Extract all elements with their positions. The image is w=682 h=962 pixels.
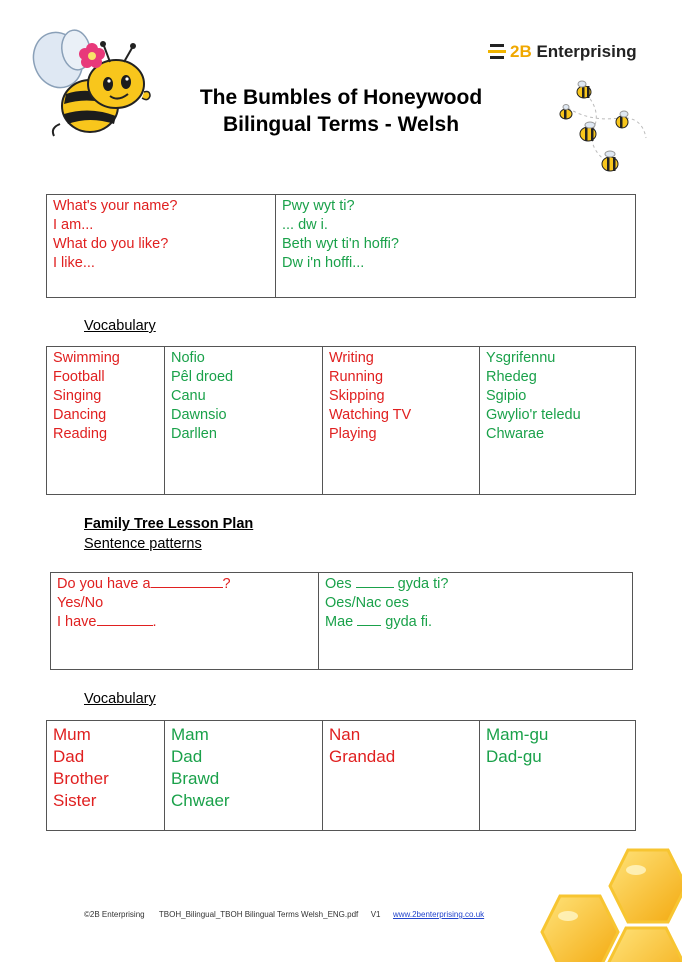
vocab-word: Reading [53,426,108,442]
vocab-word: Dad [53,747,85,766]
intro-welsh-cell [275,195,635,297]
vocab-word: Football [53,369,105,385]
title-line-1: The Bumbles of Honeywood [199,86,483,109]
answer-blank[interactable] [356,575,394,588]
pattern-line: Oes/Nac oes [325,595,409,611]
footer-filename: TBOH_Bilingual_TBOH Bilingual Terms Welsh_ENG.pdf [158,910,359,919]
patterns-english-cell [51,573,318,669]
vocab-word: Dad [171,747,203,766]
vocab-welsh-column [164,347,322,494]
bee-mascot-image [28,28,158,140]
vocab-word: Pêl droed [171,369,234,385]
vocab-word: Skipping [329,388,385,404]
intro-english-cell [47,195,275,297]
answer-blank[interactable] [151,575,223,588]
vocab-word: Mam [171,725,209,744]
vocab-word: Canu [171,388,206,404]
footer-website-link[interactable]: www.2benterprising.co.uk [392,910,485,919]
vocabulary-table-family [46,720,636,831]
vocab-welsh-column [479,721,635,830]
vocab-word: Mum [53,725,91,744]
vocab-word: Ysgrifennu [486,350,556,366]
bee-stripes-icon [488,42,510,62]
intro-welsh-line: Beth wyt ti'n hoffi? [282,236,399,252]
title-line-2: Bilingual Terms - Welsh [222,113,460,136]
vocab-word: Playing [329,426,377,442]
vocabulary-heading: Vocabulary [84,691,156,707]
vocab-word: Swimming [53,350,120,366]
pattern-line: Oes gyda ti? [325,576,449,592]
answer-blank[interactable] [97,613,153,626]
intro-english-line: What do you like? [53,236,169,252]
vocab-word: Darllen [171,426,217,442]
vocab-word: Writing [329,350,374,366]
answer-blank[interactable] [357,613,381,626]
vocab-word: Gwylio'r teledu [486,407,581,423]
vocab-word: Watching TV [329,407,412,423]
pattern-line: Mae gyda fi. [325,614,433,630]
vocab-english-column [47,347,164,494]
vocab-word: Sgipio [486,388,527,404]
vocab-word: Brother [53,769,109,788]
vocab-word: Sister [53,791,97,810]
vocab-word: Rhedeg [486,369,537,385]
footer-version: V1 [370,910,381,919]
intro-english-line: I am... [53,217,94,233]
vocab-welsh-column [164,721,322,830]
intro-welsh-line: ... dw i. [282,217,328,233]
honeycomb-image [508,846,682,962]
sentence-patterns-table [50,572,633,670]
vocab-word: Dancing [53,407,107,423]
vocab-word: Dad-gu [486,747,542,766]
vocabulary-heading: Vocabulary [84,318,156,334]
lesson-plan-heading: Family Tree Lesson Plan [84,516,254,532]
patterns-welsh-cell [318,573,632,669]
pattern-line: I have . [57,614,157,630]
vocab-welsh-column [479,347,635,494]
intro-welsh-line: Dw i'n hoffi... [282,255,365,271]
vocab-word: Singing [53,388,102,404]
vocab-word: Nan [329,725,361,744]
intro-english-line: What's your name? [53,198,178,214]
pattern-line: Yes/No [57,595,104,611]
vocab-english-column [322,347,479,494]
flying-bees-image [550,78,660,182]
vocab-word: Grandad [329,747,396,766]
vocab-word: Brawd [171,769,220,788]
intro-english-line: I like... [53,255,95,271]
vocab-word: Dawnsio [171,407,227,423]
sentence-patterns-heading: Sentence patterns [84,536,202,552]
brand-name: Enterprising [531,42,637,61]
vocab-word: Nofio [171,350,205,366]
vocabulary-table-activities [46,346,636,495]
vocab-word: Chwaer [171,791,230,810]
page-title [150,84,532,138]
brand-logo [488,41,637,63]
vocab-english-column [47,721,164,830]
brand-mark: 2B [510,42,532,61]
vocab-word: Mam-gu [486,725,549,744]
footer-copyright: ©2B Enterprising [84,910,145,919]
intro-welsh-line: Pwy wyt ti? [282,198,355,214]
intro-table [46,194,636,298]
page-footer [84,910,484,919]
vocab-word: Chwarae [486,426,545,442]
pattern-line: Do you have a ? [57,576,231,592]
vocab-word: Running [329,369,384,385]
vocab-english-column [322,721,479,830]
